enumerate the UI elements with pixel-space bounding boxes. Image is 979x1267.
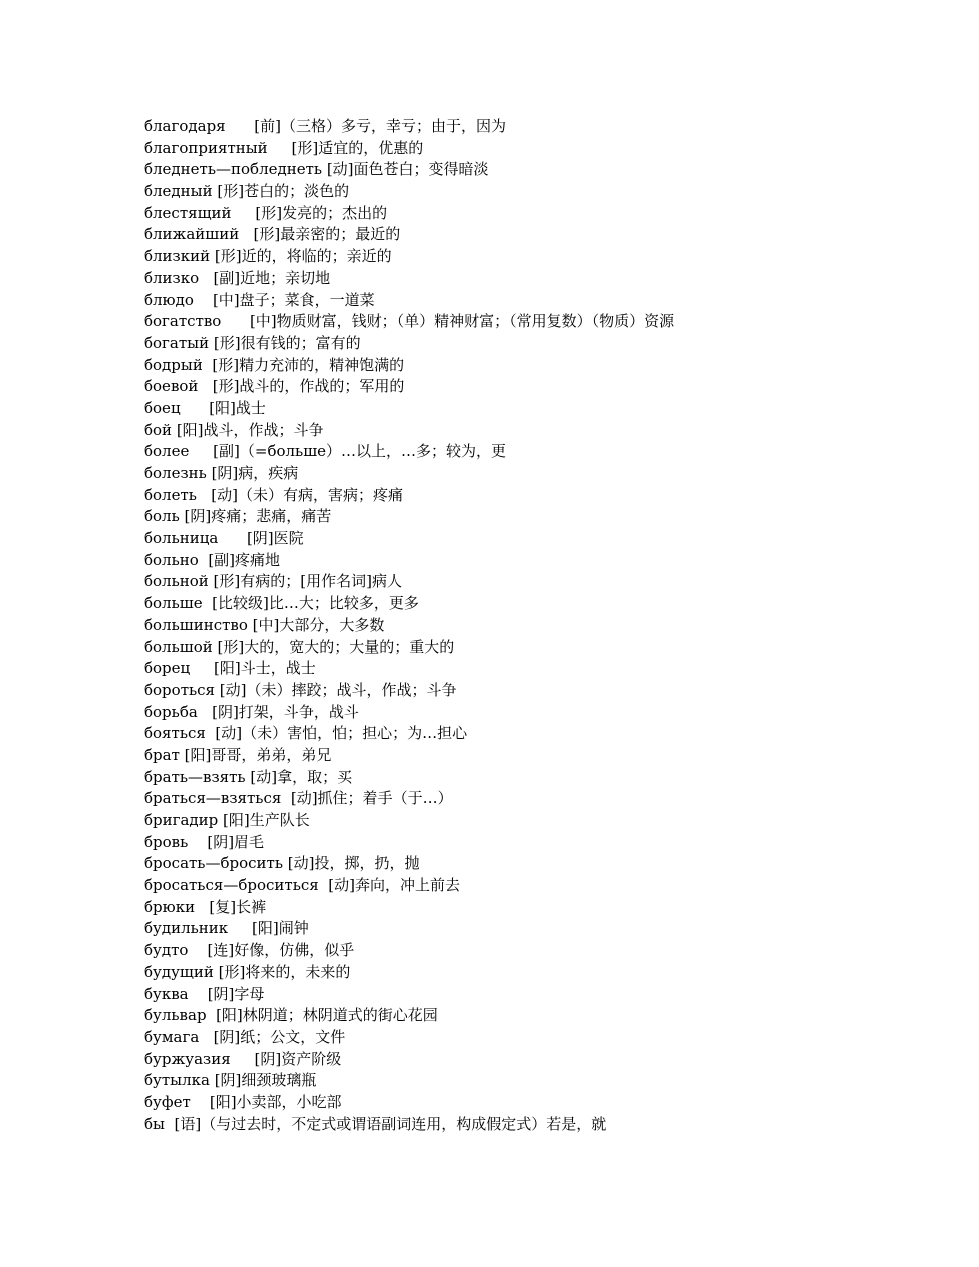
vocabulary-entry: бросаться—броситься [动]奔向，冲上前去 (144, 876, 460, 895)
vocabulary-entry: бояться [动]（未）害怕，怕；担心；为…担心 (144, 724, 468, 743)
vocabulary-entry: бровь [阴]眉毛 (144, 832, 265, 851)
vocabulary-entry: благодаря [前]（三格）多亏，幸亏；由于，因为 (144, 117, 506, 135)
vocabulary-entry: большой [形]大的，宽大的；大量的；重大的 (144, 637, 455, 656)
vocabulary-entry: благоприятный [形]适宜的，优惠的 (144, 138, 424, 157)
vocabulary-entry: борец [阳]斗士，战士 (144, 659, 316, 678)
vocabulary-entry: богатый [形]很有钱的；富有的 (144, 333, 361, 352)
vocabulary-entry: бороться [动]（未）摔跤；战斗，作战；斗争 (144, 680, 457, 699)
vocabulary-entry: бригадир [阳]生产队长 (144, 811, 310, 829)
vocabulary-entry: болеть [动]（未）有病，害病；疼痛 (144, 485, 403, 504)
vocabulary-entry: больно [副]疼痛地 (144, 550, 281, 569)
vocabulary-entry: будильник [阳]闹钟 (144, 919, 309, 938)
vocabulary-entry: бумага [阴]纸；公文，文件 (144, 1027, 346, 1046)
vocabulary-entry: буржуазия [阴]资产阶级 (144, 1049, 342, 1068)
vocabulary-entry: ближайший [形]最亲密的；最近的 (144, 225, 401, 244)
vocabulary-entry: будто [连]好像，仿佛，似乎 (144, 941, 355, 960)
vocabulary-entry: бутылка [阴]细颈玻璃瓶 (144, 1071, 317, 1090)
vocabulary-entry: болезнь [阴]病，疾病 (144, 464, 299, 482)
vocabulary-entry: боль [阴]疼痛；悲痛，痛苦 (144, 507, 332, 526)
vocabulary-entry: брюки [复]长裤 (144, 897, 267, 916)
vocabulary-entry: брать—взять [动]拿，取；买 (144, 767, 353, 786)
vocabulary-entry: брат [阳]哥哥，弟弟，弟兄 (144, 745, 332, 764)
vocabulary-entry: браться—взяться [动]抓住；着手（于…） (144, 789, 453, 808)
vocabulary-entry: бульвар [阳]林阴道；林阴道式的街心花园 (144, 1006, 438, 1025)
vocabulary-entry: борьба [阴]打架，斗争，战斗 (144, 702, 359, 721)
vocabulary-entry: буфет [阳]小卖部，小吃部 (144, 1092, 342, 1111)
vocabulary-entry: боец [阳]战士 (144, 398, 266, 417)
vocabulary-entry: большинство [中]大部分，大多数 (144, 615, 385, 634)
vocabulary-entry: бы [语]（与过去时，不定式或谓语副词连用，构成假定式）若是，就 (144, 1114, 607, 1133)
vocabulary-entry: блестящий [形]发亮的；杰出的 (144, 203, 388, 222)
vocabulary-entry: бледнеть—побледнеть [动]面色苍白；变得暗淡 (144, 160, 489, 179)
vocabulary-entry: боевой [形]战斗的，作战的；军用的 (144, 377, 405, 396)
vocabulary-entry: больше [比较级]比…大；比较多，更多 (144, 594, 419, 613)
vocabulary-entry: бросать—бросить [动]投，掷，扔，抛 (144, 854, 420, 873)
vocabulary-entry: больница [阴]医院 (144, 529, 304, 548)
vocabulary-entry: буква [阴]字母 (144, 984, 265, 1003)
vocabulary-list (144, 116, 944, 1135)
vocabulary-entry: бледный [形]苍白的；淡色的 (144, 182, 350, 201)
vocabulary-entry: бодрый [形]精力充沛的，精神饱满的 (144, 355, 405, 374)
vocabulary-entry: близкий [形]近的，将临的；亲近的 (144, 247, 392, 266)
vocabulary-entry: блюдо [中]盘子；菜食，一道菜 (144, 290, 375, 309)
vocabulary-entry: бой [阳]战斗，作战；斗争 (144, 420, 324, 439)
vocabulary-entry: богатство [中]物质财富，钱财；（单）精神财富；（常用复数）（物质）资源 (144, 312, 675, 331)
vocabulary-entry: близко [副]近地；亲切地 (144, 268, 331, 287)
vocabulary-entry: будущий [形]将来的，未来的 (144, 962, 351, 981)
vocabulary-entry: более [副]（=больше）…以上，…多；较为，更 (144, 442, 507, 461)
vocabulary-entry: больной [形]有病的；[用作名词]病人 (144, 572, 402, 591)
